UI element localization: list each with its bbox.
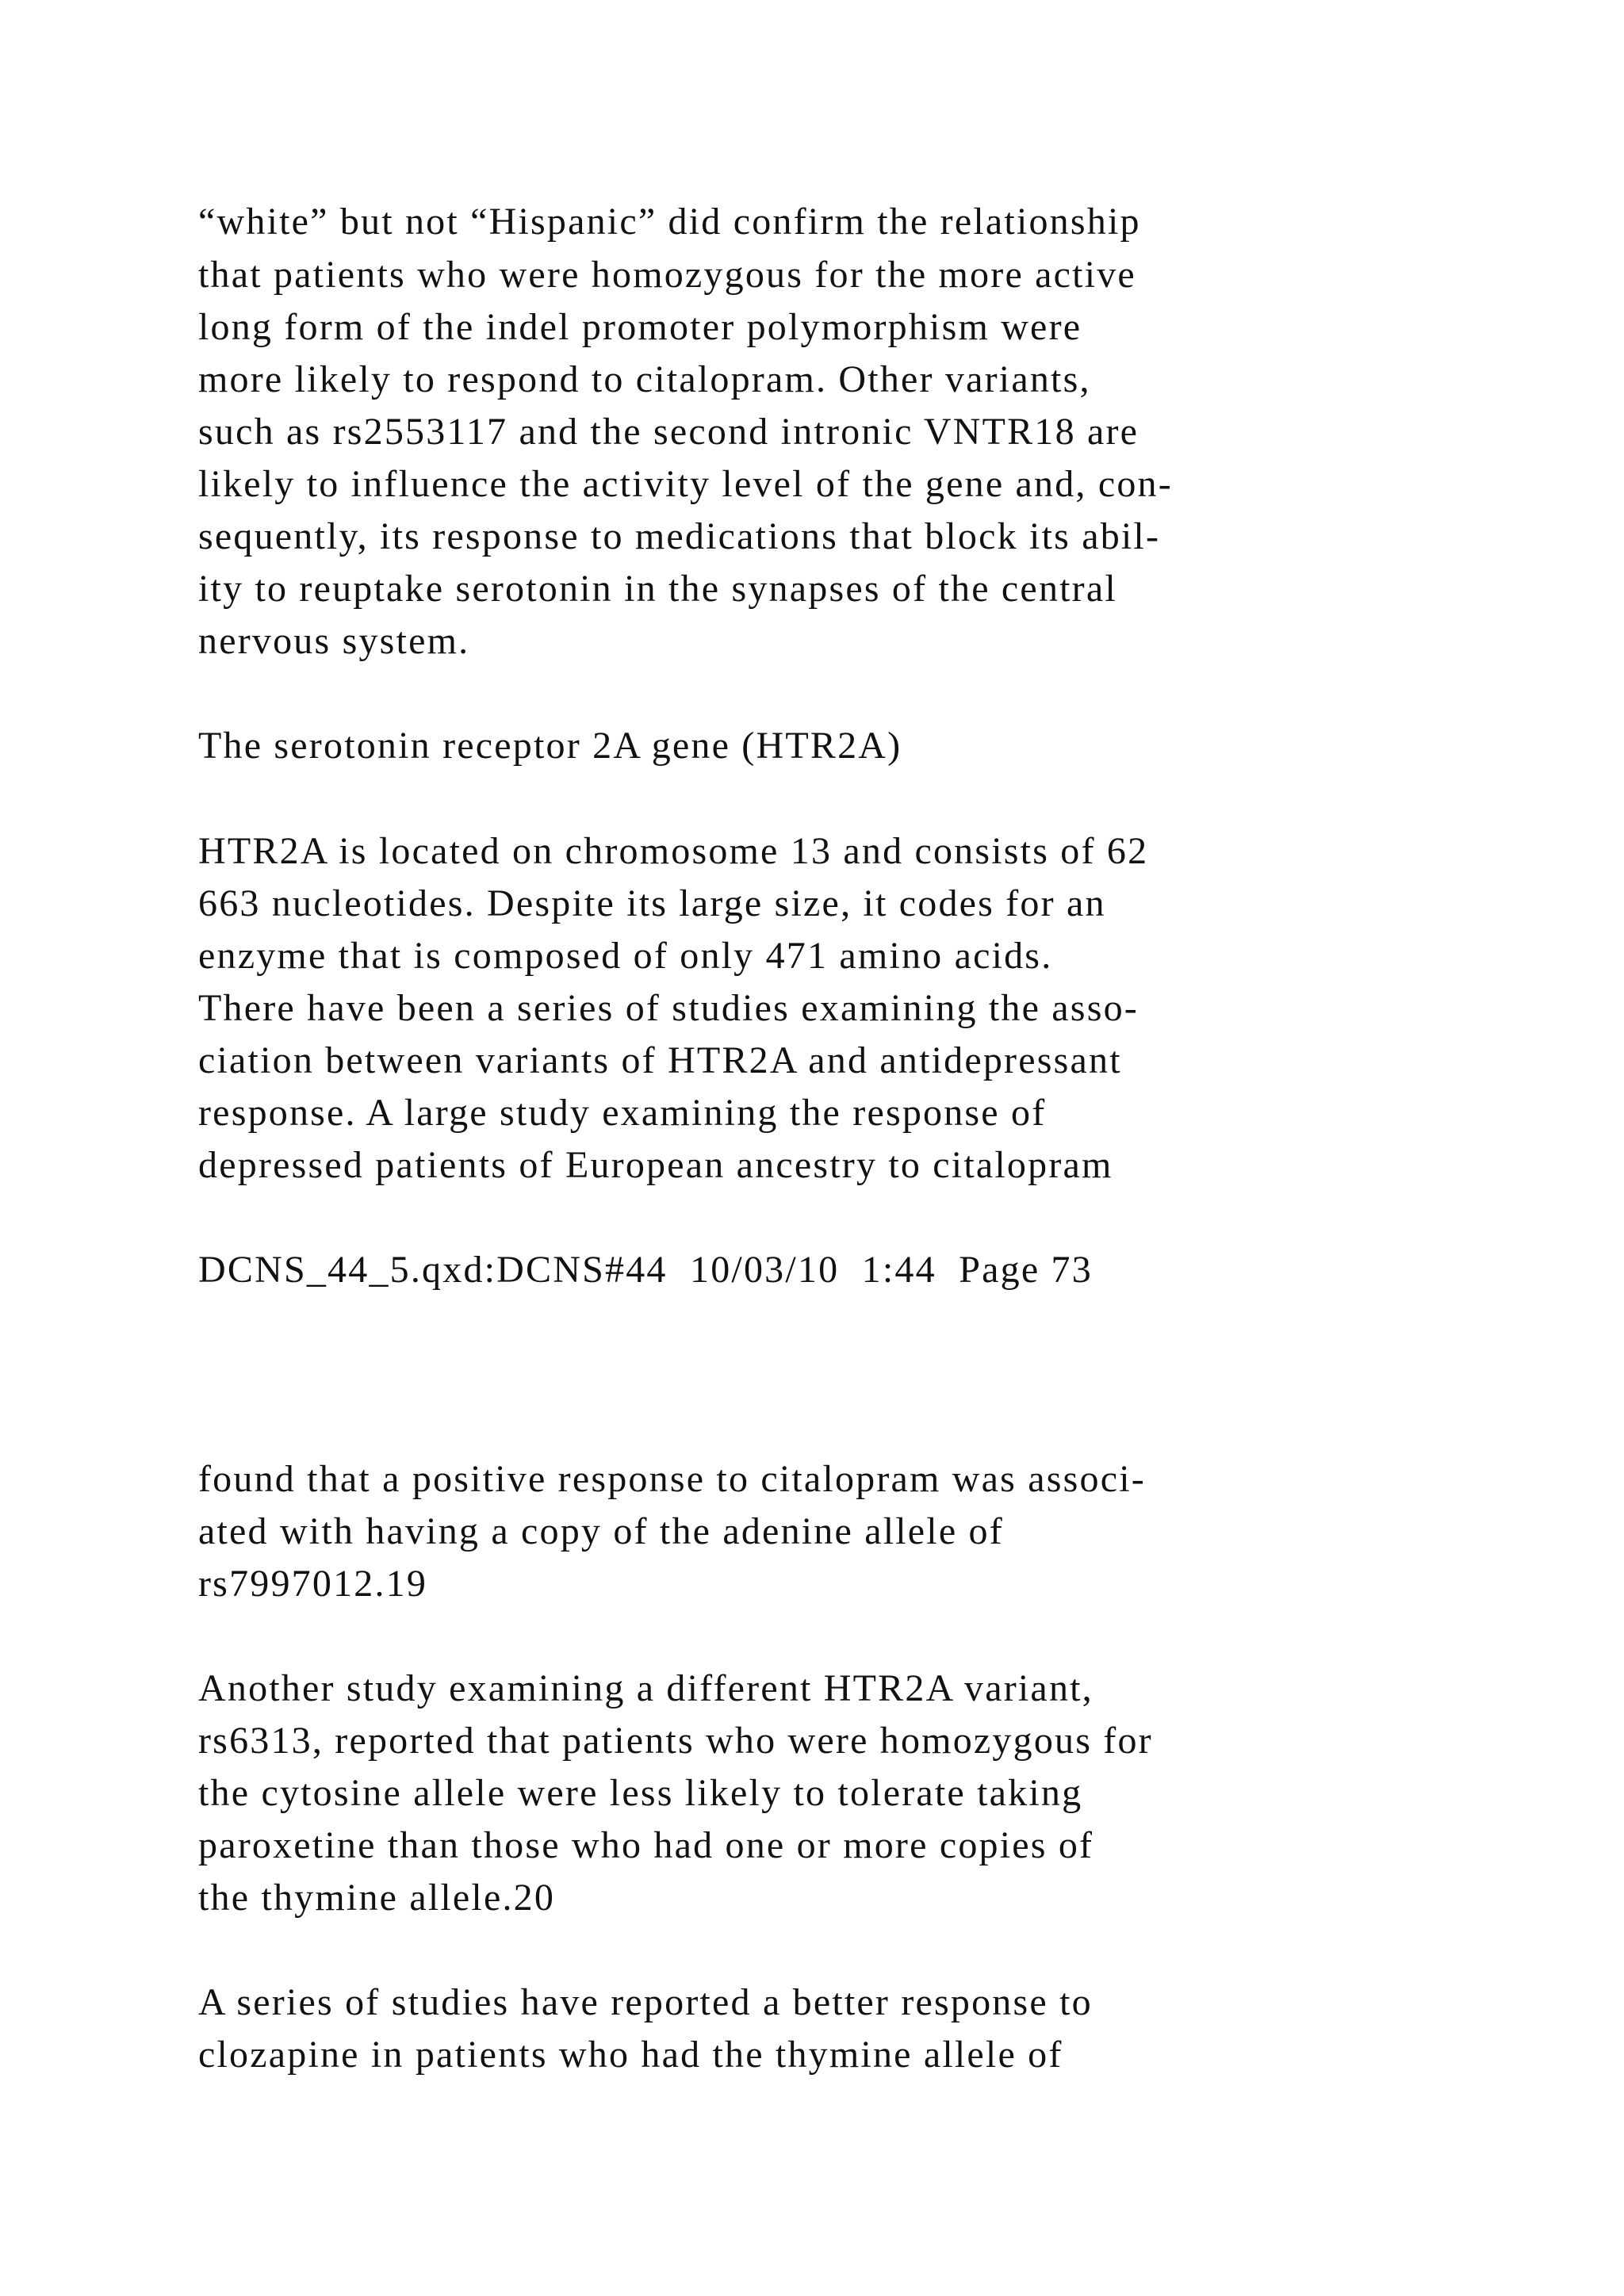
paragraph-1-line-9: nervous system. bbox=[198, 620, 470, 662]
paragraph-2-line-6: response. A large study examining the response of bbox=[198, 1092, 1047, 1134]
paragraph-5-line-1: A series of studies have reported a better response to bbox=[198, 1981, 1093, 2023]
section-heading: The serotonin receptor 2A gene (HTR2A) bbox=[198, 725, 902, 767]
paragraph-1-line-3: long form of the indel promoter polymorphism were bbox=[198, 306, 1082, 348]
paragraph-4-line-3: the cytosine allele were less likely to tolerate taking bbox=[198, 1772, 1083, 1814]
paragraph-4-line-1: Another study examining a different HTR2A variant, bbox=[198, 1667, 1094, 1709]
paragraph-2-line-2: 663 nucleotides. Despite its large size, it codes for an bbox=[198, 882, 1106, 924]
paragraph-4-line-4: paroxetine than those who had one or more copies of bbox=[198, 1824, 1094, 1866]
paragraph-1-line-8: ity to reuptake serotonin in the synapses of the central bbox=[198, 568, 1117, 610]
paragraph-4-line-5: the thymine allele.20 bbox=[198, 1877, 556, 1919]
paragraph-1-line-2: that patients who were homozygous for the more active bbox=[198, 254, 1136, 296]
paragraph-1-line-7: sequently, its response to medications that block its abil- bbox=[198, 515, 1161, 557]
paragraph-1-line-4: more likely to respond to citalopram. Other variants, bbox=[198, 358, 1091, 400]
paragraph-2-line-5: ciation between variants of HTR2A and antidepressant bbox=[198, 1039, 1122, 1081]
paragraph-3-line-2: ated with having a copy of the adenine allele of bbox=[198, 1510, 1004, 1552]
page-footer: DCNS_44_5.qxd:DCNS#44 10/03/10 1:44 Page 73 bbox=[198, 1249, 1093, 1291]
paragraph-3-line-1: found that a positive response to citalopram was associ- bbox=[198, 1458, 1146, 1500]
paragraph-1-line-5: such as rs2553117 and the second intronic VNTR18 are bbox=[198, 411, 1139, 453]
paragraph-1-line-1: “white” but not “Hispanic” did confirm the relationship bbox=[198, 201, 1141, 243]
paragraph-1-line-6: likely to influence the activity level of the gene and, con- bbox=[198, 463, 1173, 505]
paragraph-2-line-7: depressed patients of European ancestry to citalopram bbox=[198, 1144, 1113, 1186]
paragraph-2-line-3: enzyme that is composed of only 471 amino acids. bbox=[198, 935, 1053, 977]
paragraph-4-line-2: rs6313, reported that patients who were homozygous for bbox=[198, 1720, 1153, 1762]
paragraph-2-line-1: HTR2A is located on chromosome 13 and consists of 62 bbox=[198, 830, 1149, 872]
paragraph-3-line-3: rs7997012.19 bbox=[198, 1563, 428, 1605]
paragraph-2-line-4: There have been a series of studies examining the asso- bbox=[198, 987, 1139, 1029]
paragraph-5-line-2: clozapine in patients who had the thymine allele of bbox=[198, 2034, 1063, 2076]
